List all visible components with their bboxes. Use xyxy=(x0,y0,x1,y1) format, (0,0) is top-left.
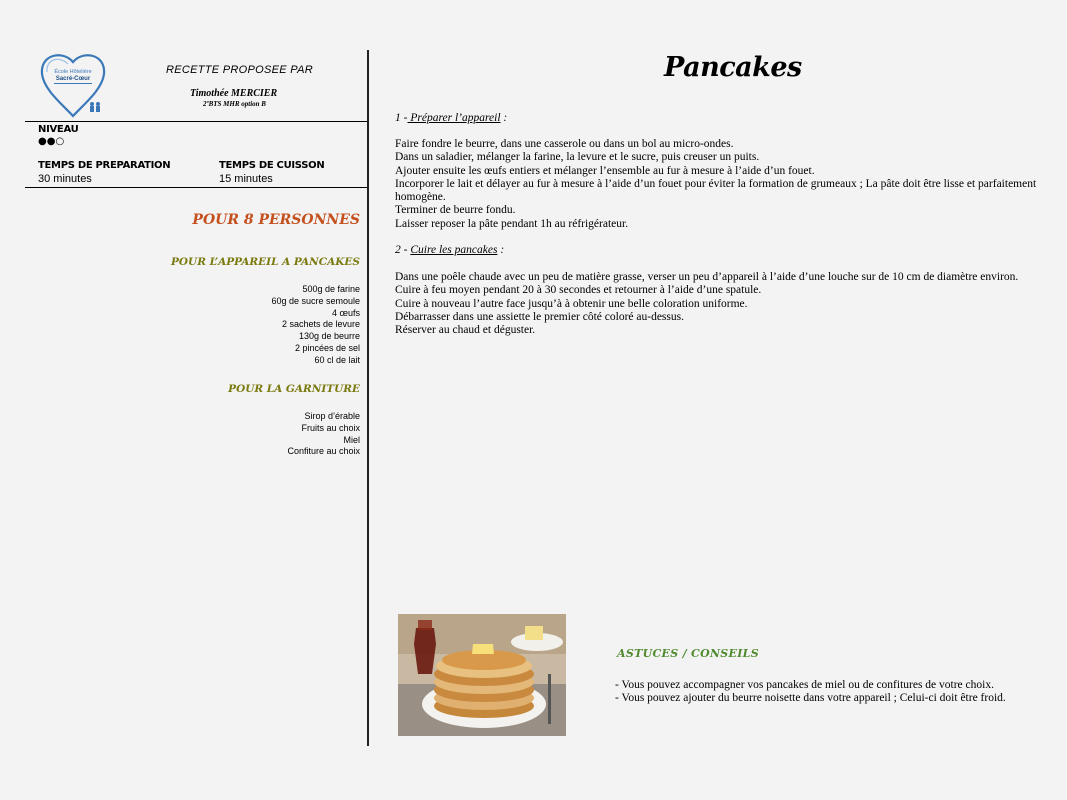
step1-number: 1 - xyxy=(395,112,408,124)
step1-suffix: : xyxy=(500,112,508,124)
tip-line: - Vous pouvez accompagner vos pancakes de miel ou de confitures de votre choix. xyxy=(615,679,994,691)
tips-heading: ASTUCES / CONSEILS xyxy=(617,647,759,660)
step2-title: Cuire les pancakes xyxy=(410,244,498,256)
ingredient-item: 60g de sucre semoule xyxy=(271,295,360,306)
step-line: Ajouter ensuite les œufs entiers et mélanger l’ensemble au fur à mesure à l’aide d’un fouet. xyxy=(395,164,815,177)
garnish-ingredients xyxy=(287,411,360,458)
recipe-title: Pancakes xyxy=(664,52,802,83)
step-line: Dans une poêle chaude avec un peu de matière grasse, verser un peu d’appareil à l’aide d’une louche sur de 10 cm de diamètre environ. xyxy=(395,271,1019,283)
ingredient-item: 130g de beurre xyxy=(298,331,360,342)
step2-heading xyxy=(395,244,504,256)
step1-text xyxy=(395,138,1055,231)
ingredient-item: 60 cl de lait xyxy=(314,354,360,365)
servings-heading: POUR 8 PERSONNES xyxy=(192,212,360,228)
garnish-item: Fruits au choix xyxy=(301,422,360,433)
proposed-by-label: RECETTE PROPOSEE PAR xyxy=(166,64,313,76)
prep-time-value: 30 minutes xyxy=(38,173,92,185)
garnish-heading: POUR LA GARNITURE xyxy=(228,383,360,395)
step1-title: Préparer l’appareil xyxy=(407,112,501,124)
step-line: Dans un saladier, mélanger la farine, la levure et le sucre, puis creuser un puits. xyxy=(395,151,760,164)
step-line: Cuire à nouveau l’autre face jusqu’à à obtenir une belle coloration uniforme. xyxy=(395,297,748,310)
level-label: NIVEAU xyxy=(38,124,79,135)
ingredient-item: 2 sachets de levure xyxy=(281,319,360,330)
tip-line: - Vous pouvez ajouter du beurre noisette dans votre appareil ; Celui-ci doit être froid. xyxy=(615,691,1006,704)
ingredient-item: 2 pincées de sel xyxy=(294,342,360,353)
garnish-item: Sirop d’érable xyxy=(304,411,360,421)
school-logo xyxy=(38,52,108,118)
tips-text xyxy=(615,679,1055,705)
batter-ingredients xyxy=(271,284,360,367)
divider xyxy=(25,121,367,122)
step-line: Laisser reposer la pâte pendant 1h au réfrigérateur. xyxy=(395,217,629,230)
step-line: Terminer de beurre fondu. xyxy=(395,204,516,217)
garnish-item: Miel xyxy=(343,434,360,445)
garnish-item: Confiture au choix xyxy=(287,446,360,457)
column-divider xyxy=(367,50,369,746)
step1-heading xyxy=(395,112,507,124)
divider xyxy=(25,187,367,188)
step-line: Faire fondre le beurre, dans une casserole ou dans un bol au micro-ondes. xyxy=(395,138,734,150)
prep-time-label: TEMPS DE PREPARATION xyxy=(38,160,171,171)
level-dots: ●●○ xyxy=(38,136,65,147)
step-line: Réserver au chaud et déguster. xyxy=(395,324,536,337)
author-name: Timothée MERCIER xyxy=(190,88,278,99)
logo-text-2: Sacré-Cœur xyxy=(55,76,91,82)
ingredient-item: 500g de farine xyxy=(302,284,360,294)
ingredient-item: 4 œufs xyxy=(331,307,360,318)
logo-text-1: École Hôtelière xyxy=(54,69,92,75)
step2-suffix: : xyxy=(497,244,505,256)
cook-time-label: TEMPS DE CUISSON xyxy=(219,160,325,171)
step2-text xyxy=(395,271,1055,337)
cook-time-value: 15 minutes xyxy=(219,173,273,185)
step-line: Débarrasser dans une assiette le premier côté coloré au-dessus. xyxy=(395,310,684,323)
author-class: 2ºBTS MHR option B xyxy=(203,100,266,108)
step-line: Incorporer le lait et délayer au fur à mesure à l’aide d’un fouet pour éviter la formation de grumeaux ; La pâte doit être lisse et parfaitement homogène. xyxy=(395,177,1037,204)
pancakes-photo xyxy=(398,614,566,736)
step2-number: 2 - xyxy=(395,244,408,256)
batter-heading: POUR L’APPAREIL A PANCAKES xyxy=(171,256,360,268)
step-line: Cuire à feu moyen pendant 20 à 30 secondes et retourner à l’aide d’une spatule. xyxy=(395,284,762,297)
